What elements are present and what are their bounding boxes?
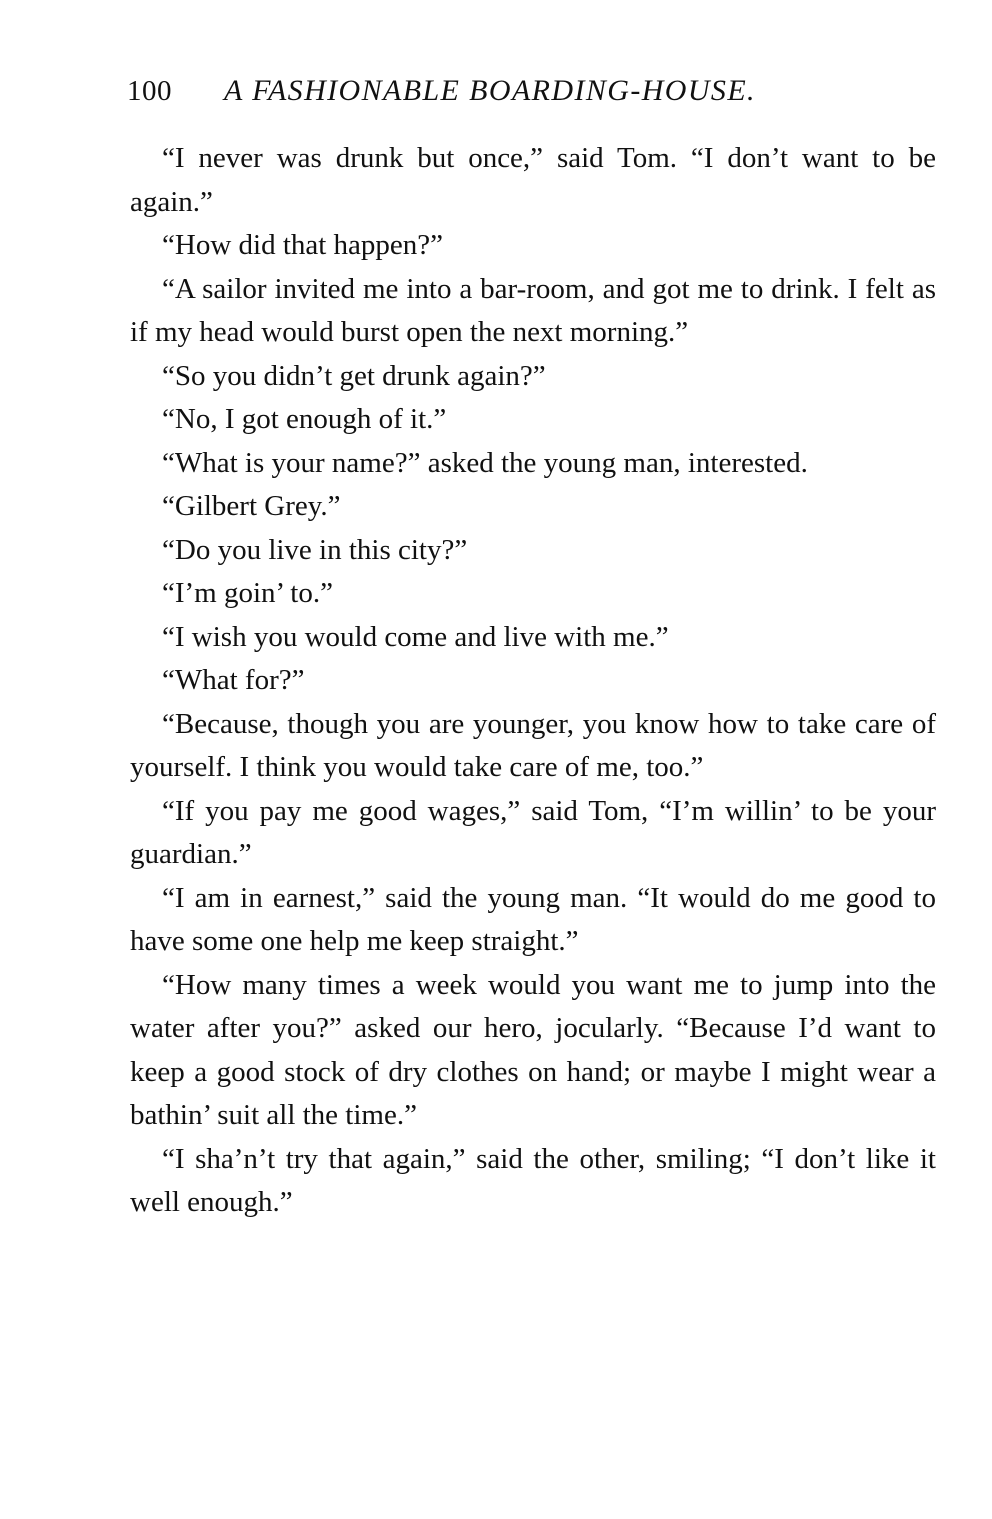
paragraph: “I’m goin’ to.” [162,577,333,609]
paragraph: “Because, though you are younger, you know how to take care of yourself. I think you would take care of me, too.” [130,707,936,783]
running-head [127,74,867,114]
paragraph: “How did that happen?” [162,229,444,261]
running-title: A FASHIONABLE BOARDING-HOUSE. [224,74,756,107]
paragraph: “I wish you would come and live with me.” [162,620,669,653]
paragraph: “Gilbert Grey.” [162,490,341,522]
paragraph: “So you didn’t get drunk again?” [162,359,546,392]
paragraph: “No, I got enough of it.” [162,403,447,435]
paragraph: “Do you live in this city?” [162,533,468,566]
paragraph: “I sha’n’t try that again,” said the other, smiling; “I don’t like it well enough.” [130,1142,936,1218]
paragraph: “How many times a week would you want me to jump into the water after you?” asked our hero, jocularly. “Because I’d want to keep a good stock of dry clothes on hand; or maybe I might wear a bathin’ suit all the time.” [130,968,936,1131]
paragraph: “I never was drunk but once,” said Tom. “I don’t want to be again.” [130,142,936,218]
body-text [130,137,936,1225]
paragraph: “What is your name?” asked the young man, interested. [162,446,808,479]
paragraph: “A sailor invited me into a bar-room, and got me to drink. I felt as if my head would burst open the next morning.” [130,272,936,348]
paragraph: “What for?” [162,664,305,696]
page-number: 100 [127,75,172,107]
paragraph: “If you pay me good wages,” said Tom, “I’m willin’ to be your guardian.” [130,794,936,870]
paragraph: “I am in earnest,” said the young man. “It would do me good to have some one help me keep straight.” [130,881,936,957]
